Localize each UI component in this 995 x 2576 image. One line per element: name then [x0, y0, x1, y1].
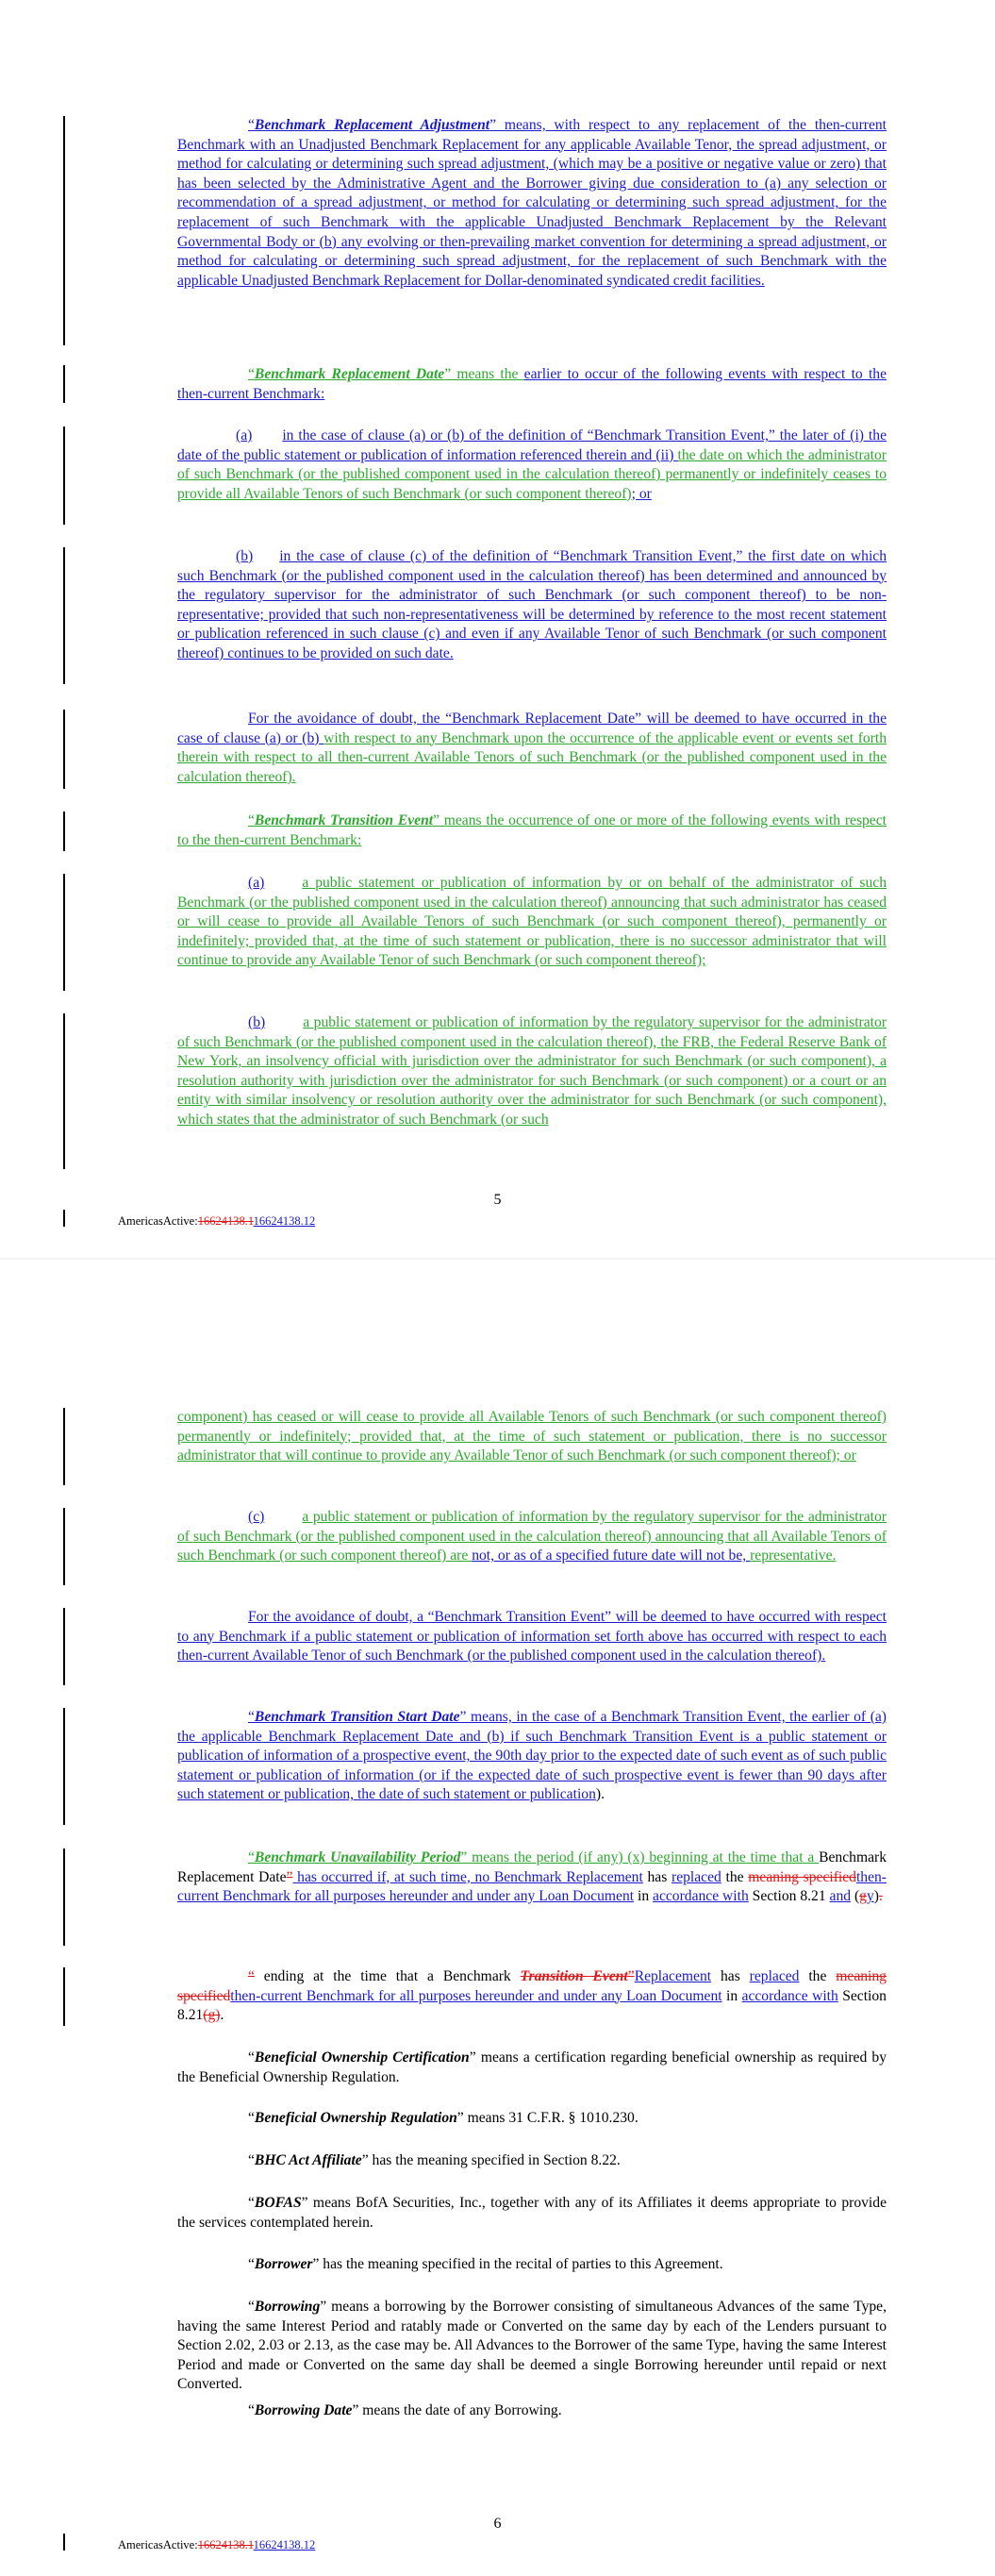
defined-term: Benchmark Transition Start Date [254, 1709, 460, 1725]
defined-term: Benchmark Replacement Adjustment [254, 117, 490, 133]
clause-a-transition-event: (a) a public statement or publication of information by or on behalf of the administrator of such Benchmark (or the published component used in the calculation thereof) announcing that such administrator has ceased or will cease to provide all Available Tenors of such Benchmark (or such component thereof), permanently or indefinitely; provided that, at the time of such statement or publication, there is no successor administrator that will continue to provide any Available Tenor of such Benchmark (or such component thereof); [177, 875, 887, 969]
change-bar [63, 1708, 65, 1825]
definition-borrowing: “Borrowing” means a borrowing by the Borrower consisting of simultaneous Advances of the same Type, having the same Interest Period and ratably made or Converted on the same day by each of the Lenders pursuant to Section 2.02, 2.03 or 2.13, as the case may be. All Advances to the Borrower of the same Type, having the same Interest Period and made or Converted on the same day shall be deemed a single Borrowing hereunder until repaid or next Converted. [177, 2299, 887, 2393]
change-bar [63, 427, 65, 525]
page-number: 6 [493, 2516, 502, 2532]
clause-b-replacement-date: (b) in the case of clause (c) of the definition of “Benchmark Transition Event,” the first date on which such Benchmark (or the published component used in the calculation thereof) has been determined and announced by the regulatory supervisor for the administrator of such Benchmark (or such component thereof) to be non-representative; provided that such non-representativeness will be determined by reference to the most recent statement or publication referenced in such clause (c) and even if any Available Tenor of such Benchmark (or such component thereof) continues to be provided on such date. [177, 548, 887, 661]
defined-term: Benchmark Unavailability Period [254, 1849, 461, 1865]
clause-c-transition-event: (c) a public statement or publication of information by the regulatory supervisor for the administrator of such Benchmark (or the published component used in the calculation thereof) announcing that all Available Tenors of such Benchmark (or such component thereof) are not, or as of a specified future date will not be, representative. [177, 1509, 887, 1564]
defined-term: Borrower [254, 2256, 313, 2272]
change-bar [63, 874, 65, 991]
change-bar [63, 1508, 65, 1585]
defined-term: Borrowing [254, 2299, 321, 2315]
change-bar [63, 547, 65, 684]
definition-bofas: “BOFAS” means BofA Securities, Inc., together with any of its Affiliates it deems appropriate to provide the services contemplated herein. [177, 2195, 887, 2231]
change-bar [63, 1608, 65, 1685]
definition-borrowing-date: “Borrowing Date” means the date of any Borrowing. [248, 2402, 562, 2418]
document-page-5 [0, 0, 995, 1260]
defined-term: BHC Act Affiliate [254, 2152, 362, 2168]
definition-beneficial-ownership-certification: “Beneficial Ownership Certification” means a certification regarding beneficial ownership as required by the Beneficial Ownership Regulation. [177, 2049, 887, 2085]
change-bar [63, 2534, 65, 2551]
change-bar [63, 116, 65, 345]
definition-bhc-act-affiliate: “BHC Act Affiliate” has the meaning specified in Section 8.22. [248, 2152, 621, 2168]
unavailability-period-ending: “ ending at the time that a Benchmark Transition Event”Replacement has replaced the meaning specifiedthen-current Benchmark for all purposes hereunder and under any Loan Document in accordance with Section 8.21(g). [177, 1968, 887, 2024]
definition-beneficial-ownership-regulation: “Beneficial Ownership Regulation” means 31 C.F.R. § 1010.230. [248, 2110, 638, 2126]
footer-doc-id: AmericasActive:16624138.116624138.12 [118, 1214, 316, 1228]
change-bar [63, 1210, 65, 1227]
transition-event-continued: component) has ceased or will cease to provide all Available Tenors of such Benchmark (or such component thereof) permanently or indefinitely; provided that, at the time of such statement or publication, there is no successor administrator that will continue to provide any Available Tenor of such Benchmark (or such component thereof); or [177, 1409, 887, 1464]
definition-benchmark-transition-start-date: “Benchmark Transition Start Date” means, in the case of a Benchmark Transition Event, the earlier of (a) the applicable Benchmark Replacement Date and (b) if such Benchmark Transition Event is a public statement or publication of information of a prospective event, the 90th day prior to the expected date of such event as of such public statement or publication of information (or if the expected date of such prospective event is fewer than 90 days after such statement or publication, the date of such statement or publication). [177, 1709, 887, 1803]
change-bar [63, 1967, 65, 2026]
clause-b-transition-event: (b) a public statement or publication of information by the regulatory supervisor for the administrator of such Benchmark (or the published component used in the calculation thereof), the FRB, the Federal Reserve Bank of New York, an insolvency official with jurisdiction over the administrator for such Benchmark (or such component), a resolution authority with jurisdiction over the administrator for such Benchmark (or such component) or a court or an entity with similar insolvency or resolution authority over the administrator for such Benchmark (or such component), which states that the administrator of such Benchmark (or such [177, 1014, 887, 1128]
definition-benchmark-unavailability-period: “Benchmark Unavailability Period” means the period (if any) (x) beginning at the time that a Benchmark Replacement Date” has occurred if, at such time, no Benchmark Replacement has replaced the meaning specifiedthen-current Benchmark for all purposes hereunder and under any Loan Document in accordance with Section 8.21 and (gy). [177, 1849, 887, 1905]
defined-term: Beneficial Ownership Regulation [254, 2110, 457, 2126]
definition-benchmark-replacement-date: “Benchmark Replacement Date” means the earlier to occur of the following events with respect to the then-current Benchmark: [177, 366, 887, 402]
footer-doc-id: AmericasActive:16624138.116624138.12 [118, 2538, 316, 2551]
definition-borrower: “Borrower” has the meaning specified in the recital of parties to this Agreement. [248, 2256, 723, 2272]
change-bar [63, 365, 65, 403]
defined-term: Benchmark Replacement Date [254, 366, 445, 382]
change-bar [63, 811, 65, 851]
change-bar [63, 1848, 65, 1946]
change-bar [63, 710, 65, 789]
clause-a-replacement-date: (a) in the case of clause (a) or (b) of the definition of “Benchmark Transition Event,” the later of (i) the date of the public statement or publication of information referenced therein and (ii) the date on which the administrator of such Benchmark (or the published component used in the calculation thereof) permanently or indefinitely ceases to provide all Available Tenors of such Benchmark (or such component thereof); or [177, 427, 887, 502]
definition-benchmark-replacement-adjustment: “Benchmark Replacement Adjustment” means, with respect to any replacement of the then-current Benchmark with an Unadjusted Benchmark Replacement for any applicable Available Tenor, the spread adjustment, or method for calculating or determining such spread adjustment, (which may be a positive or negative value or zero) that has been selected by the Administrative Agent and the Borrower giving due consideration to (a) any selection or recommendation of a spread adjustment, or method for calculating or determining such spread adjustment, for the replacement of such Benchmark with the applicable Unadjusted Benchmark Replacement by the Relevant Governmental Body or (b) any evolving or then-prevailing market convention for determining a spread adjustment, or method for calculating or determining such spread adjustment, for the replacement of such Benchmark with the applicable Unadjusted Benchmark Replacement for Dollar-denominated syndicated credit facilities. [177, 117, 887, 289]
defined-term: BOFAS [254, 2195, 302, 2211]
definition-benchmark-transition-event: “Benchmark Transition Event” means the occurrence of one or more of the following events with respect to the then-current Benchmark: [177, 812, 887, 848]
change-bar [63, 1013, 65, 1169]
avoidance-of-doubt-transition-event: For the avoidance of doubt, a “Benchmark Transition Event” will be deemed to have occurred with respect to any Benchmark if a public statement or publication of information set forth above has occurred with respect to each then-current Available Tenor of such Benchmark (or the published component used in the calculation thereof). [177, 1609, 887, 1664]
avoidance-of-doubt-replacement-date: For the avoidance of doubt, the “Benchmark Replacement Date” will be deemed to have occurred in the case of clause (a) or (b) with respect to any Benchmark upon the occurrence of the applicable event or events set forth therein with respect to all then-current Available Tenors of such Benchmark (or the published component used in the calculation thereof). [177, 711, 887, 785]
page-number: 5 [493, 1192, 502, 1208]
change-bar [63, 1408, 65, 1485]
defined-term: Benchmark Transition Event [254, 812, 434, 828]
document-page-6 [0, 1260, 995, 2576]
defined-term: Beneficial Ownership Certification [254, 2049, 470, 2066]
defined-term: Borrowing Date [254, 2402, 353, 2418]
